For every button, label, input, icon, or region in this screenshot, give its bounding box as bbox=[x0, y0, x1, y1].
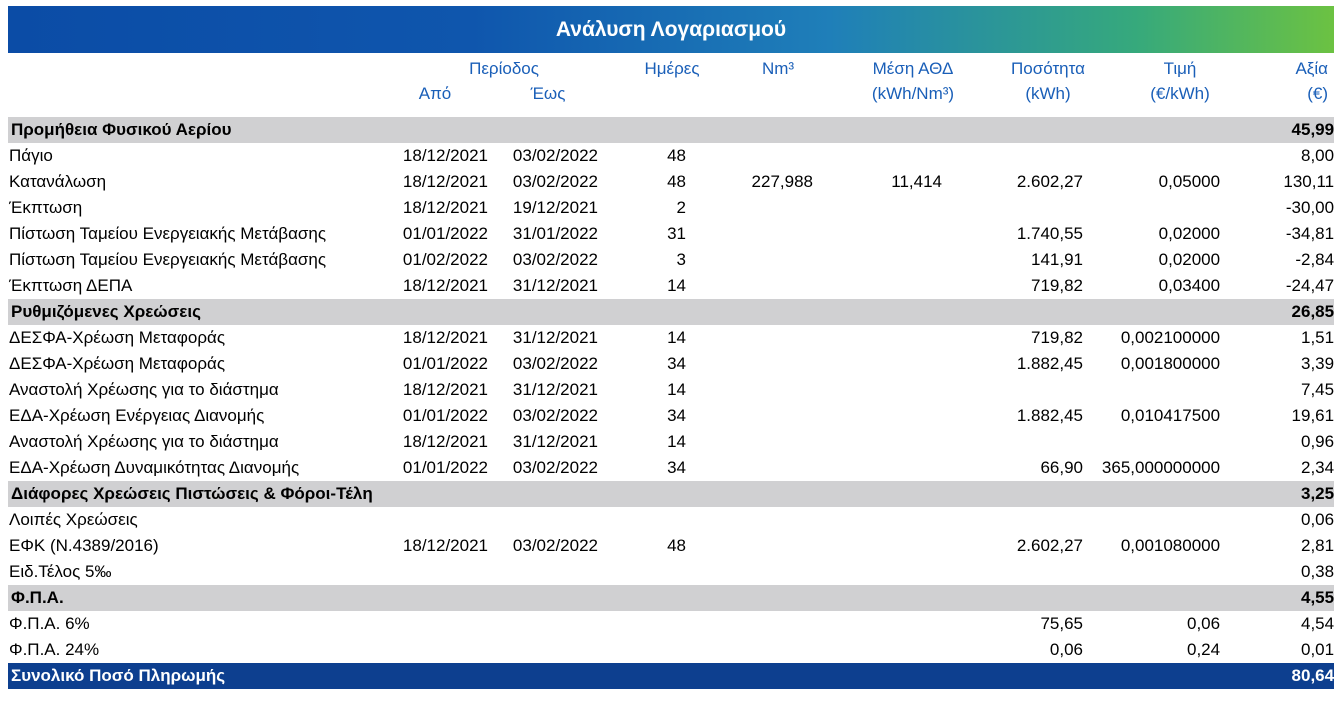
cell-qty bbox=[942, 195, 1083, 221]
table-row bbox=[8, 221, 1334, 247]
cell-avg bbox=[813, 611, 942, 637]
cell-price: 0,24 bbox=[1187, 640, 1221, 659]
cell-label: ΕΔΑ-Χρέωση Δυναμικότητας Διανομής bbox=[9, 458, 300, 477]
cell-qty bbox=[942, 507, 1083, 533]
cell-label: ΔΕΣΦΑ-Χρέωση Μεταφοράς bbox=[9, 328, 226, 347]
cell-qty: 0,06 bbox=[1049, 640, 1083, 659]
cell-to: 03/02/2022 bbox=[512, 458, 598, 477]
cell-value: 2,81 bbox=[1301, 536, 1335, 555]
table-row bbox=[8, 351, 1334, 377]
cell-days: 34 bbox=[667, 458, 686, 477]
cell-nm3: 227,988 bbox=[751, 172, 813, 191]
cell-nm3 bbox=[686, 143, 813, 169]
grand-total-value: 80,64 bbox=[1220, 663, 1334, 689]
cell-value: -34,81 bbox=[1285, 224, 1335, 243]
cell-price bbox=[1083, 507, 1220, 533]
cell-value: 2,34 bbox=[1301, 458, 1335, 477]
header-value: Αξία bbox=[1295, 59, 1328, 78]
cell-value: -24,47 bbox=[1285, 276, 1335, 295]
cell-nm3 bbox=[686, 325, 813, 351]
cell-days: 48 bbox=[667, 536, 686, 555]
cell-label: ΔΕΣΦΑ-Χρέωση Μεταφοράς bbox=[9, 354, 226, 373]
cell-label: Λοιπές Χρεώσεις bbox=[9, 510, 138, 529]
cell-nm3 bbox=[686, 273, 813, 299]
cell-label: Πίστωση Ταμείου Ενεργειακής Μετάβασης bbox=[9, 250, 327, 269]
header-price-unit: (€/kWh) bbox=[1150, 84, 1210, 103]
header-price: Τιμή bbox=[1163, 59, 1197, 78]
cell-qty: 719,82 bbox=[1031, 276, 1083, 295]
table-row bbox=[8, 507, 1334, 533]
cell-qty: 2.602,27 bbox=[1016, 172, 1083, 191]
cell-nm3 bbox=[686, 221, 813, 247]
cell-avg bbox=[813, 221, 942, 247]
table-row bbox=[8, 455, 1334, 481]
cell-avg bbox=[813, 455, 942, 481]
cell-price bbox=[1083, 143, 1220, 169]
cell-price: 0,02000 bbox=[1158, 224, 1221, 243]
cell-nm3 bbox=[686, 429, 813, 455]
cell-nm3 bbox=[686, 507, 813, 533]
cell-price bbox=[1083, 559, 1220, 585]
cell-days bbox=[598, 507, 686, 533]
cell-from bbox=[378, 559, 488, 585]
cell-avg bbox=[813, 377, 942, 403]
cell-label: Αναστολή Χρέωσης για το διάστημα bbox=[9, 432, 279, 451]
cell-from: 18/12/2021 bbox=[402, 172, 488, 191]
cell-avg bbox=[813, 247, 942, 273]
cell-price bbox=[1083, 195, 1220, 221]
cell-days: 14 bbox=[667, 276, 686, 295]
cell-avg bbox=[813, 273, 942, 299]
cell-label: Κατανάλωση bbox=[9, 172, 107, 191]
cell-price bbox=[1083, 429, 1220, 455]
cell-label: Φ.Π.Α. 24% bbox=[9, 640, 100, 659]
table-row bbox=[8, 169, 1334, 195]
cell-qty bbox=[942, 143, 1083, 169]
cell-to: 03/02/2022 bbox=[512, 536, 598, 555]
cell-price: 0,010417500 bbox=[1120, 406, 1221, 425]
cell-value: 0,06 bbox=[1301, 510, 1335, 529]
header-qty-unit: (kWh) bbox=[1025, 84, 1071, 103]
cell-from: 18/12/2021 bbox=[402, 198, 488, 217]
cell-value: 7,45 bbox=[1301, 380, 1335, 399]
bill-table bbox=[8, 117, 1334, 689]
cell-avg bbox=[813, 507, 942, 533]
cell-price: 0,05000 bbox=[1158, 172, 1221, 191]
cell-label: Έκπτωση ΔΕΠΑ bbox=[9, 276, 133, 295]
header-nm3: Nm³ bbox=[761, 59, 795, 78]
cell-price: 0,002100000 bbox=[1120, 328, 1221, 347]
cell-price: 0,001080000 bbox=[1120, 536, 1221, 555]
cell-label: Πάγιο bbox=[9, 146, 53, 165]
cell-nm3 bbox=[686, 377, 813, 403]
cell-qty: 719,82 bbox=[1031, 328, 1083, 347]
section-header bbox=[8, 299, 1334, 325]
cell-to: 31/12/2021 bbox=[512, 328, 598, 347]
cell-from: 18/12/2021 bbox=[402, 536, 488, 555]
cell-qty: 75,65 bbox=[1040, 614, 1083, 633]
cell-value: 0,96 bbox=[1301, 432, 1335, 451]
cell-nm3 bbox=[686, 455, 813, 481]
cell-qty: 2.602,27 bbox=[1016, 536, 1083, 555]
cell-days: 48 bbox=[667, 172, 686, 191]
cell-to: 31/01/2022 bbox=[512, 224, 598, 243]
cell-to: 03/02/2022 bbox=[512, 250, 598, 269]
cell-from: 01/01/2022 bbox=[402, 354, 488, 373]
cell-to: 03/02/2022 bbox=[512, 146, 598, 165]
cell-qty bbox=[942, 429, 1083, 455]
header-period: Περίοδος bbox=[469, 59, 539, 78]
cell-to: 03/02/2022 bbox=[512, 354, 598, 373]
cell-from: 18/12/2021 bbox=[402, 328, 488, 347]
cell-nm3 bbox=[686, 403, 813, 429]
cell-avg bbox=[813, 429, 942, 455]
cell-value: 4,54 bbox=[1301, 614, 1335, 633]
table-row bbox=[8, 195, 1334, 221]
header-from: Από bbox=[418, 84, 452, 103]
cell-from: 01/01/2022 bbox=[402, 406, 488, 425]
cell-value: 0,01 bbox=[1301, 640, 1335, 659]
header-days: Ημέρες bbox=[644, 59, 700, 78]
cell-from bbox=[378, 637, 488, 663]
cell-label: Φ.Π.Α. 6% bbox=[9, 614, 90, 633]
section-header-value: 3,25 bbox=[1220, 481, 1334, 507]
cell-avg bbox=[813, 637, 942, 663]
cell-nm3 bbox=[686, 559, 813, 585]
cell-from: 18/12/2021 bbox=[402, 146, 488, 165]
cell-days: 31 bbox=[667, 224, 686, 243]
cell-avg bbox=[813, 559, 942, 585]
table-row bbox=[8, 273, 1334, 299]
section-header-value: 26,85 bbox=[1220, 299, 1334, 325]
header-value-unit: (€) bbox=[1307, 84, 1328, 103]
cell-to bbox=[488, 507, 598, 533]
cell-qty: 1.740,55 bbox=[1016, 224, 1083, 243]
cell-days: 34 bbox=[667, 406, 686, 425]
cell-avg bbox=[813, 403, 942, 429]
cell-qty: 1.882,45 bbox=[1016, 354, 1083, 373]
cell-qty: 1.882,45 bbox=[1016, 406, 1083, 425]
table-row bbox=[8, 403, 1334, 429]
table-row bbox=[8, 637, 1334, 663]
cell-price: 0,06 bbox=[1187, 614, 1221, 633]
cell-to: 19/12/2021 bbox=[512, 198, 598, 217]
page-title: Ανάλυση Λογαριασμού bbox=[8, 6, 1334, 53]
cell-from: 18/12/2021 bbox=[402, 380, 488, 399]
grand-total bbox=[8, 663, 1334, 689]
cell-value: 19,61 bbox=[1291, 406, 1335, 425]
cell-label: Ειδ.Τέλος 5‰ bbox=[9, 562, 112, 581]
bill-table-body bbox=[8, 117, 1334, 689]
cell-avg bbox=[813, 325, 942, 351]
cell-from: 01/02/2022 bbox=[402, 250, 488, 269]
table-row bbox=[8, 377, 1334, 403]
section-header-value: 4,55 bbox=[1220, 585, 1334, 611]
cell-value: -30,00 bbox=[1285, 198, 1335, 217]
section-header bbox=[8, 481, 1334, 507]
cell-to bbox=[488, 637, 598, 663]
bill-analysis bbox=[8, 6, 1334, 689]
cell-price: 0,03400 bbox=[1158, 276, 1221, 295]
cell-qty bbox=[942, 377, 1083, 403]
section-header bbox=[8, 585, 1334, 611]
table-row bbox=[8, 559, 1334, 585]
cell-qty: 66,90 bbox=[1040, 458, 1083, 477]
cell-days: 2 bbox=[676, 198, 686, 217]
cell-value: 1,51 bbox=[1301, 328, 1335, 347]
table-row bbox=[8, 143, 1334, 169]
table-row bbox=[8, 429, 1334, 455]
cell-nm3 bbox=[686, 195, 813, 221]
cell-days bbox=[598, 559, 686, 585]
cell-label: ΕΔΑ-Χρέωση Ενέργειας Διανομής bbox=[9, 406, 265, 425]
cell-days: 14 bbox=[667, 380, 686, 399]
cell-days: 14 bbox=[667, 328, 686, 347]
cell-days: 14 bbox=[667, 432, 686, 451]
cell-to bbox=[488, 611, 598, 637]
table-row bbox=[8, 533, 1334, 559]
cell-avg bbox=[813, 533, 942, 559]
cell-from: 18/12/2021 bbox=[402, 276, 488, 295]
section-header bbox=[8, 117, 1334, 143]
cell-from: 01/01/2022 bbox=[402, 458, 488, 477]
cell-from bbox=[378, 611, 488, 637]
table-row bbox=[8, 247, 1334, 273]
cell-from: 01/01/2022 bbox=[402, 224, 488, 243]
cell-label: Έκπτωση bbox=[9, 198, 83, 217]
cell-from bbox=[378, 507, 488, 533]
cell-to: 31/12/2021 bbox=[512, 276, 598, 295]
cell-value: -2,84 bbox=[1295, 250, 1335, 269]
section-header-value: 45,99 bbox=[1220, 117, 1334, 143]
section-header-label: Φ.Π.Α. bbox=[8, 585, 1220, 611]
cell-value: 3,39 bbox=[1301, 354, 1335, 373]
cell-price: 0,02000 bbox=[1158, 250, 1221, 269]
cell-avg bbox=[813, 143, 942, 169]
cell-to bbox=[488, 559, 598, 585]
cell-from: 18/12/2021 bbox=[402, 432, 488, 451]
cell-price bbox=[1083, 377, 1220, 403]
section-header-label: Διάφορες Χρεώσεις Πιστώσεις & Φόροι-Τέλη bbox=[8, 481, 1220, 507]
cell-price: 365,000000000 bbox=[1101, 458, 1221, 477]
cell-nm3 bbox=[686, 351, 813, 377]
cell-avg bbox=[813, 351, 942, 377]
cell-avg bbox=[813, 195, 942, 221]
cell-to: 31/12/2021 bbox=[512, 432, 598, 451]
header-qty: Ποσότητα bbox=[1011, 59, 1085, 78]
cell-days bbox=[598, 611, 686, 637]
column-headers bbox=[8, 53, 1334, 117]
cell-nm3 bbox=[686, 611, 813, 637]
cell-qty: 141,91 bbox=[1031, 250, 1083, 269]
cell-value: 0,38 bbox=[1301, 562, 1335, 581]
cell-days bbox=[598, 637, 686, 663]
table-row bbox=[8, 325, 1334, 351]
header-to: Έως bbox=[530, 84, 566, 103]
header-avg: Μέση ΑΘΔ bbox=[872, 59, 954, 78]
cell-to: 03/02/2022 bbox=[512, 406, 598, 425]
cell-to: 03/02/2022 bbox=[512, 172, 598, 191]
cell-label: ΕΦΚ (Ν.4389/2016) bbox=[9, 536, 159, 555]
cell-label: Πίστωση Ταμείου Ενεργειακής Μετάβασης bbox=[9, 224, 327, 243]
cell-days: 48 bbox=[667, 146, 686, 165]
cell-nm3 bbox=[686, 247, 813, 273]
cell-to: 31/12/2021 bbox=[512, 380, 598, 399]
cell-days: 34 bbox=[667, 354, 686, 373]
cell-nm3 bbox=[686, 637, 813, 663]
cell-avg: 11,414 bbox=[891, 172, 942, 191]
table-row bbox=[8, 611, 1334, 637]
cell-value: 130,11 bbox=[1283, 172, 1335, 191]
cell-nm3 bbox=[686, 533, 813, 559]
header-avg-unit: (kWh/Nm³) bbox=[871, 84, 955, 103]
cell-label: Αναστολή Χρέωσης για το διάστημα bbox=[9, 380, 279, 399]
grand-total-label: Συνολικό Ποσό Πληρωμής bbox=[8, 663, 1220, 689]
cell-value: 8,00 bbox=[1301, 146, 1335, 165]
section-header-label: Ρυθμιζόμενες Χρεώσεις bbox=[8, 299, 1220, 325]
cell-qty bbox=[942, 559, 1083, 585]
section-header-label: Προμήθεια Φυσικού Αερίου bbox=[8, 117, 1220, 143]
cell-price: 0,001800000 bbox=[1120, 354, 1221, 373]
cell-days: 3 bbox=[676, 250, 686, 269]
